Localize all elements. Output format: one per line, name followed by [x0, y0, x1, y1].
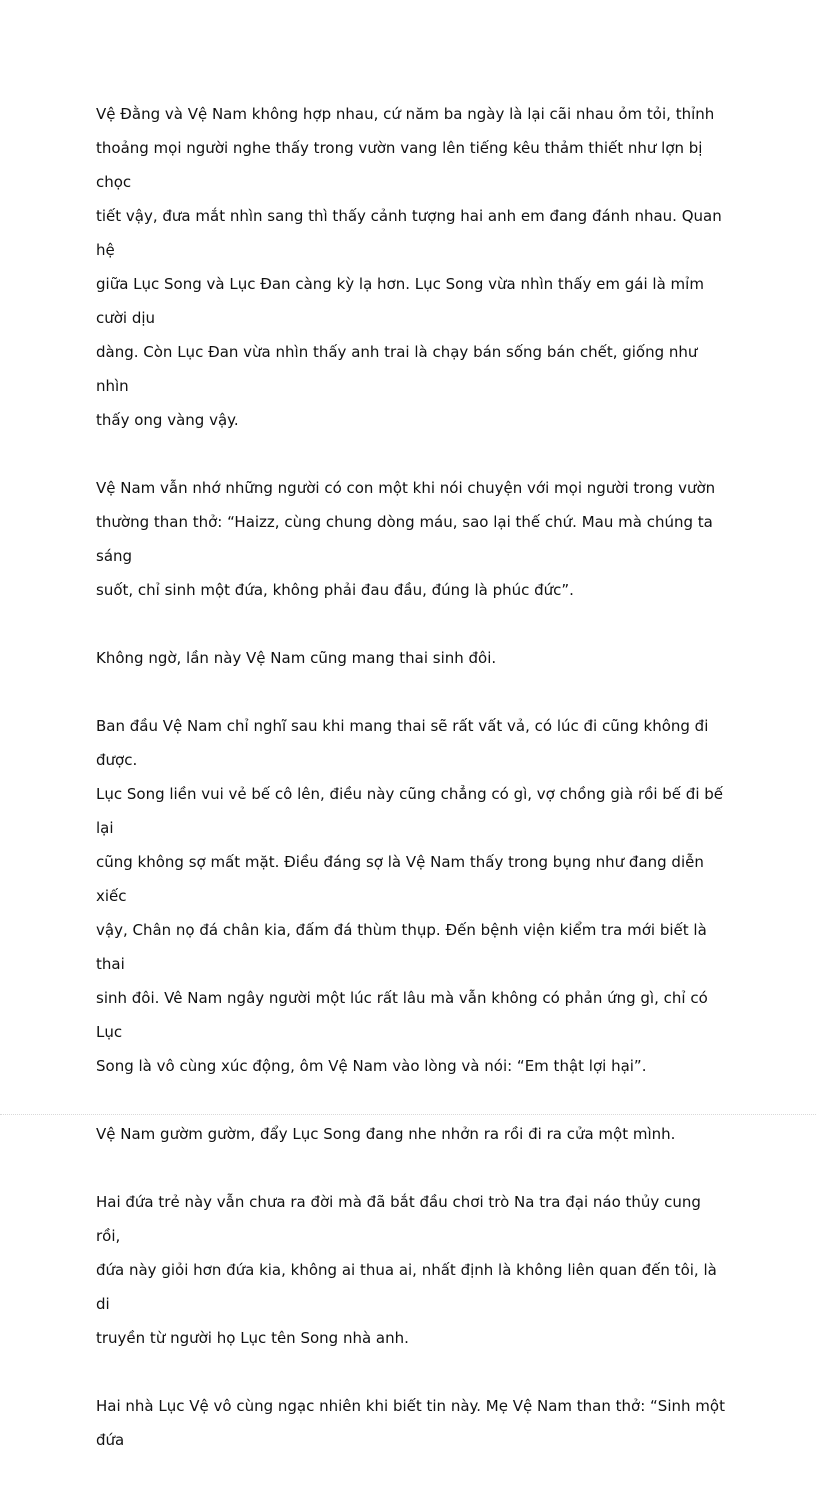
paragraph-2: Vệ Nam vẫn nhớ những người có con một khi nói chuyện với mọi người trong vườn thường than thở: “Haizz, cùng chung dòng máu, sao lại thế chứ. Mau mà chúng ta sáng suốt, chỉ sinh một đứa, không phải đau đầu, đúng là phúc đức”.: [96, 479, 716, 599]
page-bottom-divider: [0, 1114, 816, 1115]
paragraph-4: Ban đầu Vệ Nam chỉ nghĩ sau khi mang thai sẽ rất vất vả, có lúc đi cũng không đi được. Lục Song liền vui vẻ bế cô lên, điều này cũng chẳng có gì, vợ chồng già rồi bế đi bế lại cũng không sợ mất mặt. Điều đáng sợ là Vệ Nam thấy trong bụng như đang diễn xiếc vậy, Chân nọ đá chân kia, đấm đá thùm thụp. Đến bệnh viện kiểm tra mới biết là thai sinh đôi. Vê Nam ngây người một lúc rất lâu mà vẫn không có phản ứng gì, chỉ có Lục Song là vô cùng xúc động, ôm Vệ Nam vào lòng và nói: “Em thật lợi hại”.: [96, 717, 724, 1075]
paragraph-7: Hai nhà Lục Vệ vô cùng ngạc nhiên khi biết tin này. Mẹ Vệ Nam than thở: “Sinh một đứa: [96, 1397, 725, 1449]
document-body: [96, 97, 726, 1491]
paragraph-1: Vệ Đằng và Vệ Nam không hợp nhau, cứ năm ba ngày là lại cãi nhau ỏm tỏi, thỉnh thoảng mọi người nghe thấy trong vườn vang lên tiếng kêu thảm thiết như lợn bị chọc tiết vậy, đưa mắt nhìn sang thì thấy cảnh tượng hai anh em đang đánh nhau. Quan hệ giữa Lục Song và Lục Đan càng kỳ lạ hơn. Lục Song vừa nhìn thấy em gái là mỉm cười dịu dàng. Còn Lục Đan vừa nhìn thấy anh trai là chạy bán sống bán chết, giống như nhìn thấy ong vàng vậy.: [96, 105, 722, 429]
paragraph-3: Không ngờ, lần này Vệ Nam cũng mang thai sinh đôi.: [96, 649, 497, 667]
paragraph-6: Hai đứa trẻ này vẫn chưa ra đời mà đã bắt đầu chơi trò Na tra đại náo thủy cung rồi, đứa này giỏi hơn đứa kia, không ai thua ai, nhất định là không liên quan đến tôi, là di truyền từ người họ Lục tên Song nhà anh.: [96, 1193, 717, 1347]
paragraph-5: Vệ Nam gườm gườm, đẩy Lục Song đang nhe nhởn ra rồi đi ra cửa một mình.: [96, 1125, 676, 1143]
